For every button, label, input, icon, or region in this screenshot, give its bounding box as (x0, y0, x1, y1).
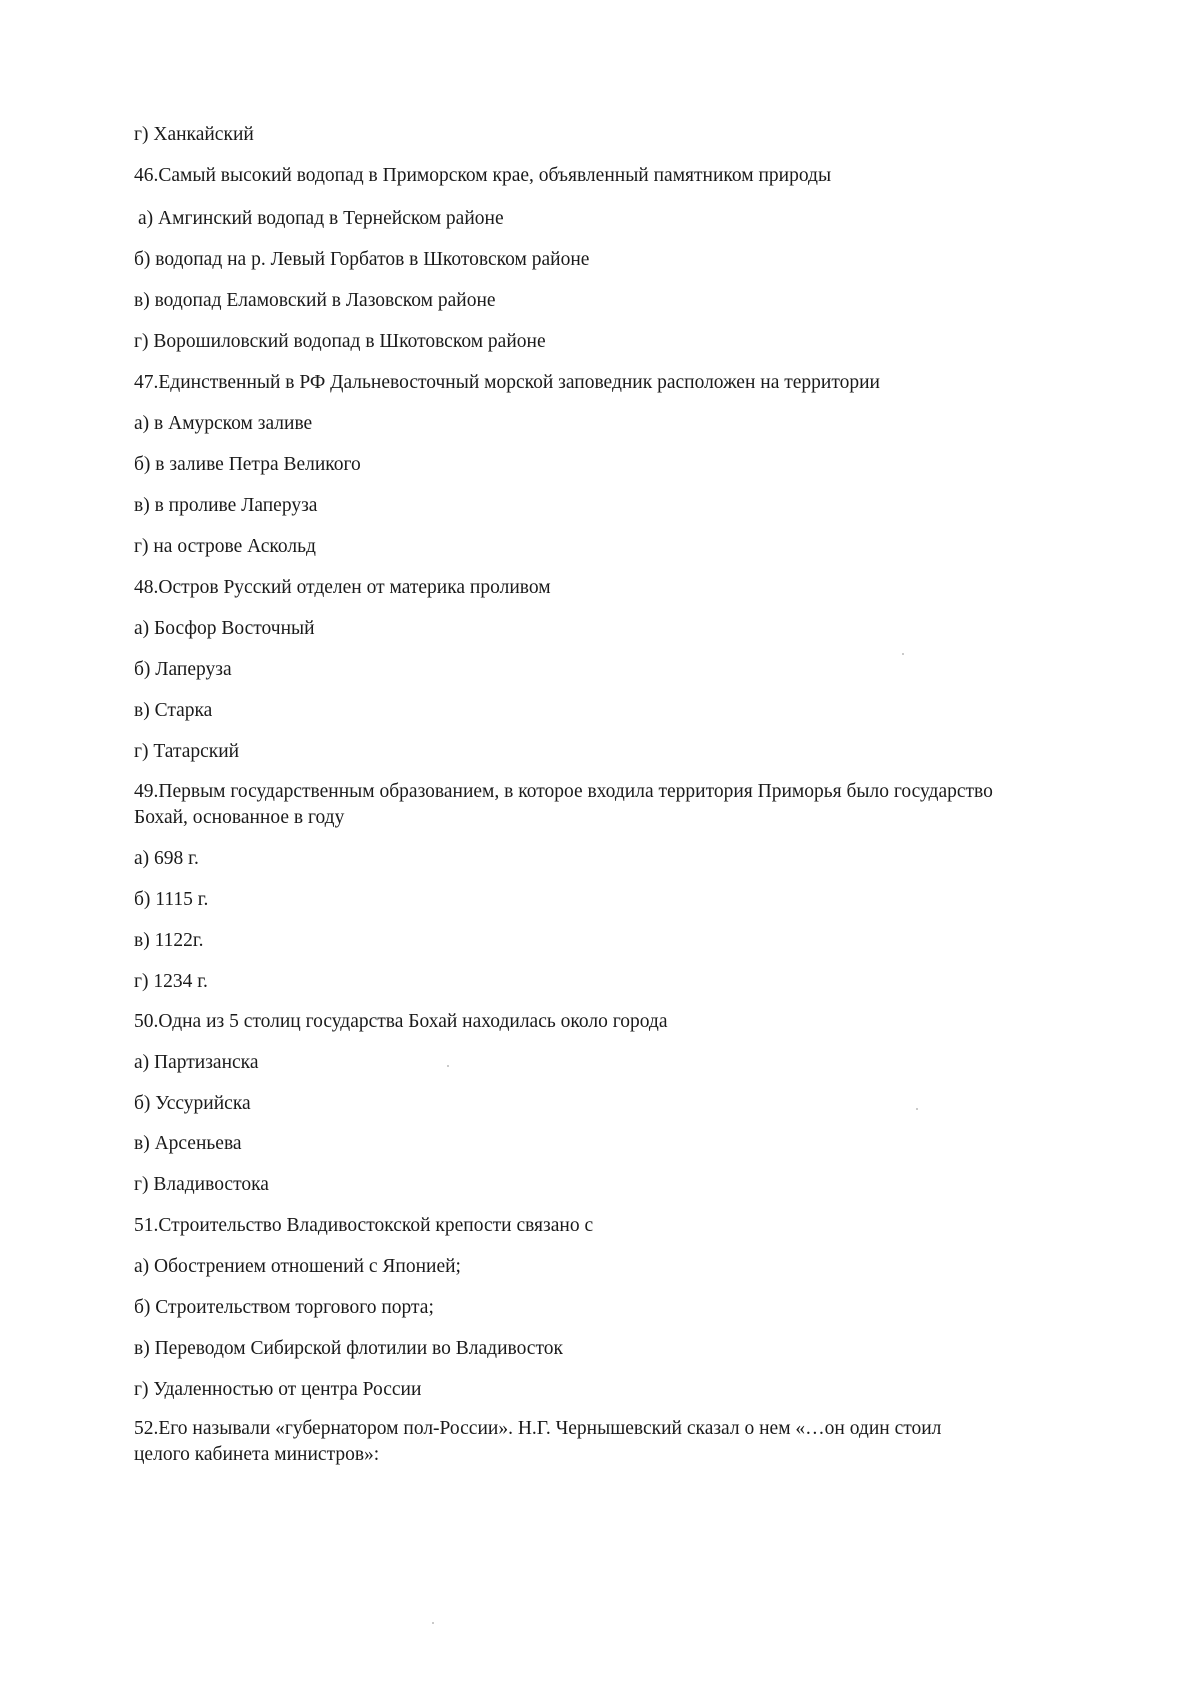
answer-option: в) Переводом Сибирской флотилии во Владивосток (134, 1338, 563, 1359)
answer-option: а) 698 г. (134, 848, 199, 869)
answer-option: а) Босфор Восточный (134, 618, 315, 639)
question-52-continued: целого кабинета министров»: (134, 1444, 380, 1465)
scan-speck (432, 1622, 434, 1624)
question-48: 48.Остров Русский отделен от материка проливом (134, 577, 551, 598)
answer-option: б) Уссурийска (134, 1093, 251, 1114)
question-50: 50.Одна из 5 столиц государства Бохай находилась около города (134, 1011, 668, 1032)
question-46: 46.Самый высокий водопад в Приморском крае, объявленный памятником природы (134, 165, 832, 186)
scan-speck (447, 1065, 449, 1067)
answer-option: г) Ханкайский (134, 124, 254, 145)
scan-speck (902, 653, 904, 655)
question-49-continued: Бохай, основанное в году (134, 807, 345, 828)
answer-option: а) в Амурском заливе (134, 413, 313, 434)
answer-option: б) водопад на р. Левый Горбатов в Шкотовском районе (134, 249, 590, 270)
scan-speck (916, 1108, 918, 1110)
question-51: 51.Строительство Владивостокской крепости связано с (134, 1215, 594, 1236)
answer-option: б) в заливе Петра Великого (134, 454, 361, 475)
answer-option: в) в проливе Лаперуза (134, 495, 318, 516)
question-49: 49.Первым государственным образованием, в которое входила территория Приморья было государство (134, 781, 993, 802)
answer-option: в) 1122г. (134, 930, 204, 951)
answer-option: б) Лаперуза (134, 659, 232, 680)
answer-option: б) 1115 г. (134, 889, 209, 910)
answer-option: б) Строительством торгового порта; (134, 1297, 434, 1318)
answer-option: г) на острове Аскольд (134, 536, 316, 557)
question-47: 47.Единственный в РФ Дальневосточный морской заповедник расположен на территории (134, 372, 880, 393)
answer-option: в) Старка (134, 700, 213, 721)
question-52: 52.Его называли «губернатором пол-России». Н.Г. Чернышевский сказал о нем «…он один стоил (134, 1418, 942, 1439)
answer-option: в) водопад Еламовский в Лазовском районе (134, 290, 496, 311)
answer-option: г) 1234 г. (134, 971, 208, 992)
answer-option: г) Владивостока (134, 1174, 269, 1195)
answer-option: а) Амгинский водопад в Тернейском районе (138, 208, 504, 229)
answer-option: г) Удаленностью от центра России (134, 1379, 422, 1400)
answer-option: а) Обострением отношений с Японией; (134, 1256, 461, 1277)
answer-option: в) Арсеньева (134, 1133, 242, 1154)
answer-option: а) Партизанска (134, 1052, 259, 1073)
answer-option: г) Татарский (134, 741, 240, 762)
answer-option: г) Ворошиловский водопад в Шкотовском районе (134, 331, 546, 352)
